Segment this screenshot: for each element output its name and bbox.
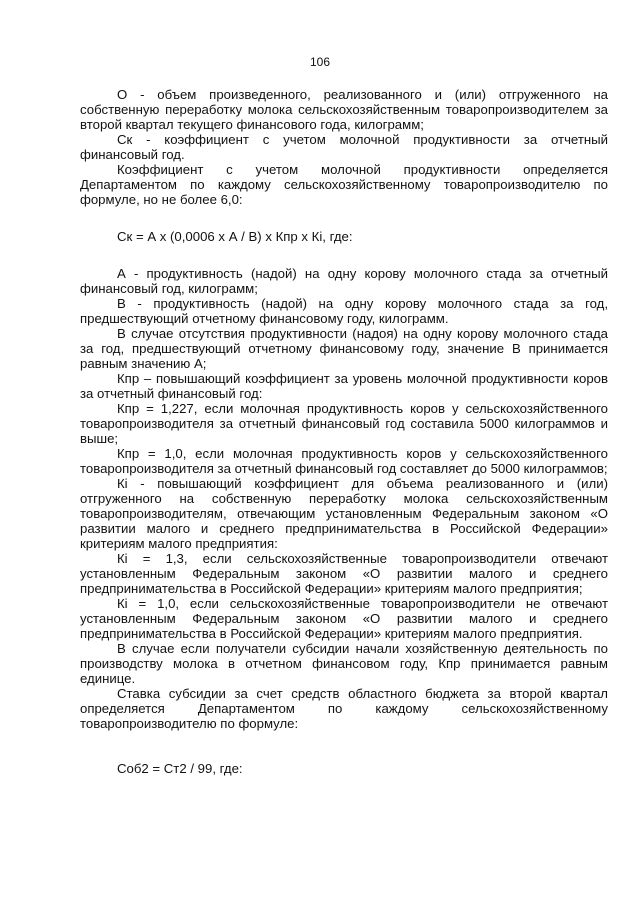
paragraph-kpr-high: Кпр = 1,227, если молочная продуктивность коров у сельскохозяйственного товаропроизводителя за отчетный финансовый год составила 5000 килограммов и выше; [80, 401, 608, 446]
paragraph-kpr-low: Кпр = 1,0, если молочная продуктивность коров у сельскохозяйственного товаропроизводителя за отчетный финансовый год составляет до 5000 килограммов; [80, 446, 608, 476]
paragraph-o-definition: О - объем произведенного, реализованного и (или) отгруженного на собственную переработку молока сельскохозяйственным товаропроизводителем за второй квартал текущего финансового года, килограмм; [80, 87, 608, 132]
paragraph-ki-not-small: Кi = 1,0, если сельскохозяйственные товаропроизводители не отвечают установленным Федеральным законом «О развитии малого и среднего предпринимательства в Российской Федерации» критериям малого предприятия. [80, 596, 608, 641]
paragraph-new-recipients: В случае если получатели субсидии начали хозяйственную деятельность по производству молока в отчетном финансовом году, Кпр принимается равным единице. [80, 641, 608, 686]
paragraph-sk-formula-intro: Коэффициент с учетом молочной продуктивности определяется Департаментом по каждому сельскохозяйственному товаропроизводителю по формуле, но не более 6,0: [80, 162, 608, 207]
paragraph-ki-definition: Кi - повышающий коэффициент для объема реализованного и (или) отгруженного на собственную переработку молока сельскохозяйственным товаропроизводителям, отвечающим установленным Федеральным законом «О развитии малого и среднего предпринимательства в Российской Федерации» критериям малого предприятия: [80, 476, 608, 551]
page-number: 106 [309, 55, 331, 69]
paragraph-rate-formula-intro: Ставка субсидии за счет средств областного бюджета за второй квартал определяется Департаментом по каждому сельскохозяйственному товаропроизводителю по формуле: [80, 686, 608, 731]
formula-sob2: Соб2 = Ст2 / 99, где: [117, 761, 243, 776]
formula-sk: Ск = А х (0,0006 х А / В) х Кпр х Кi, где: [117, 229, 353, 244]
paragraph-b-definition: В - продуктивность (надой) на одну корову молочного стада за год, предшествующий отчетному финансовому году, килограмм. [80, 296, 608, 326]
paragraph-sk-definition: Ск - коэффициент с учетом молочной продуктивности за отчетный финансовый год. [80, 132, 608, 162]
paragraph-ki-small: Кi = 1,3, если сельскохозяйственные товаропроизводители отвечают установленным Федеральным законом «О развитии малого и среднего предпринимательства в Российской Федерации» критериям малого предприятия; [80, 551, 608, 596]
paragraph-kpr-definition: Кпр – повышающий коэффициент за уровень молочной продуктивности коров за отчетный финансовый год: [80, 371, 608, 401]
paragraph-a-definition: А - продуктивность (надой) на одну корову молочного стада за отчетный финансовый год, килограмм; [80, 266, 608, 296]
paragraph-b-absence: В случае отсутствия продуктивности (надоя) на одну корову молочного стада за год, предшествующий отчетному финансовому году, значение В принимается равным значению А; [80, 326, 608, 371]
body-text [80, 87, 608, 776]
